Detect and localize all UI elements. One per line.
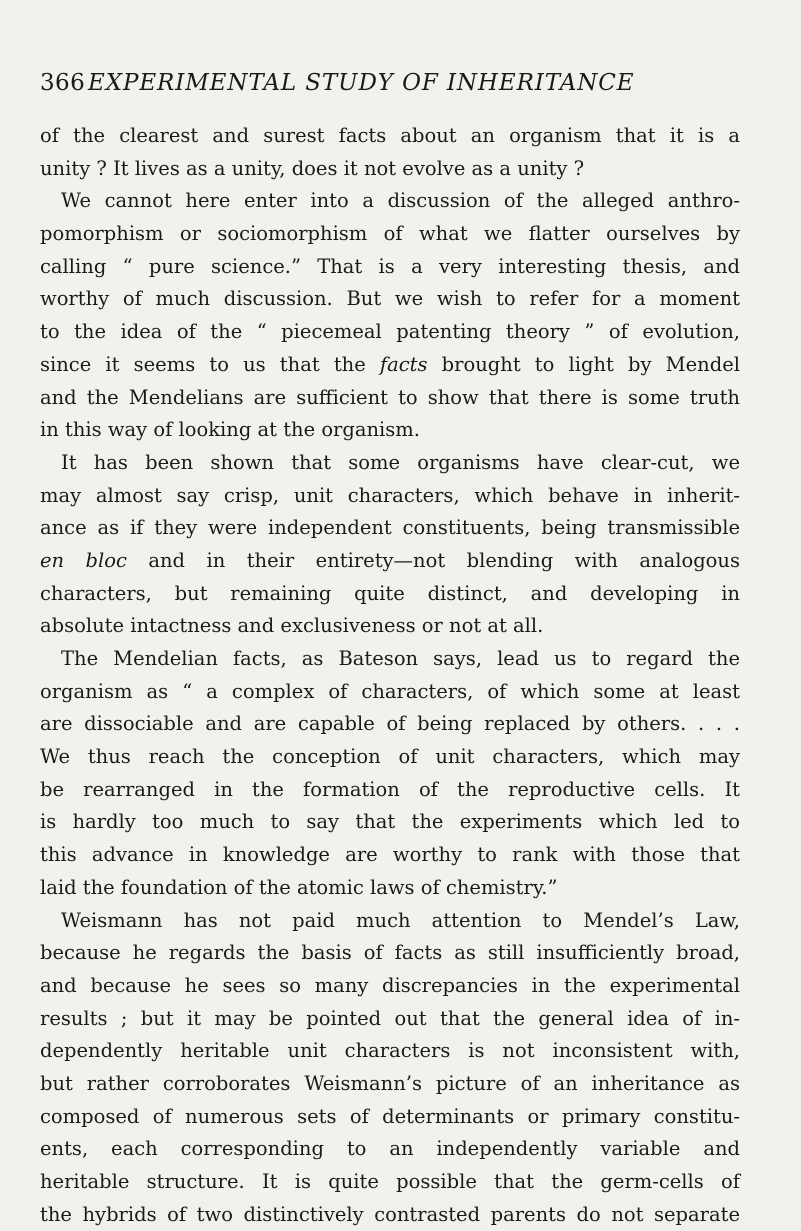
text-line: We cannot here enter into a discussion of the alleged anthro-: [61, 189, 740, 213]
text-segment: since it seems to us that the: [40, 352, 366, 376]
text-line: laid the foundation of the atomic laws of chemistry.”: [40, 875, 558, 899]
text-line: because he regards the basis of facts as still insufficiently broad,: [40, 941, 740, 965]
text-line: We thus reach the conception of unit characters, which may: [40, 745, 740, 769]
text-line: It has been shown that some organisms have clear-cut, we: [61, 450, 740, 474]
text-line: ents, each corresponding to an independently variable and: [40, 1137, 740, 1161]
text-line: calling “ pure science.” That is a very interesting thesis, and: [40, 254, 740, 278]
text-line: dependently heritable unit characters is not inconsistent with,: [40, 1039, 740, 1063]
text-line: worthy of much discussion. But we wish to refer for a moment: [40, 287, 740, 311]
page-header: [40, 70, 740, 104]
text-line: results ; but it may be pointed out that the general idea of in-: [40, 1006, 740, 1030]
page-number: 366: [40, 70, 86, 96]
text-line: may almost say crisp, unit characters, which behave in inherit-: [40, 483, 740, 507]
text-line: to the idea of the “ piecemeal patenting theory ” of evolution,: [40, 320, 740, 344]
text-line: [40, 349, 740, 382]
italic-word: facts: [379, 352, 428, 376]
text-line: this advance in knowledge are worthy to rank with those that: [40, 843, 740, 867]
text-line: are dissociable and are capable of being replaced by others. . . .: [40, 712, 740, 736]
italic-phrase: en bloc: [40, 548, 127, 572]
text-segment: and in their entirety—not blending with analogous: [148, 548, 740, 572]
text-line: and the Mendelians are sufficient to show that there is some truth: [40, 385, 740, 409]
text-line: is hardly too much to say that the experiments which led to: [40, 810, 740, 834]
text-line: unity ? It lives as a unity, does it not evolve as a unity ?: [40, 156, 585, 180]
text-line: of the clearest and surest facts about an organism that it is a: [40, 124, 740, 147]
running-title: EXPERIMENTAL STUDY OF INHERITANCE: [88, 70, 635, 96]
text-line: be rearranged in the formation of the reproductive cells. It: [40, 777, 740, 801]
text-line: composed of numerous sets of determinants or primary constitu-: [40, 1104, 740, 1128]
text-line: pomorphism or sociomorphism of what we flatter ourselves by: [40, 222, 740, 246]
text-line: ance as if they were independent constituents, being transmissible: [40, 516, 740, 540]
text-line: heritable structure. It is quite possible that the germ-cells of: [40, 1170, 740, 1193]
text-line: in this way of looking at the organism.: [40, 418, 420, 442]
text-segment: brought to light by Mendel: [441, 352, 740, 376]
text-line: The Mendelian facts, as Bateson says, lead us to regard the: [61, 647, 740, 670]
body-text: [40, 120, 740, 1231]
text-line: the hybrids of two distinctively contrasted parents do not separate: [40, 1202, 740, 1226]
text-line: absolute intactness and exclusiveness or not at all.: [40, 614, 544, 638]
text-line: characters, but remaining quite distinct, and developing in: [40, 581, 740, 605]
text-line: organism as “ a complex of characters, of which some at least: [40, 679, 740, 703]
text-line: and because he sees so many discrepancies in the experimental: [40, 973, 740, 997]
text-line: Weismann has not paid much attention to Mendel’s Law,: [61, 908, 740, 932]
text-line: but rather corroborates Weismann’s picture of an inheritance as: [40, 1071, 740, 1095]
text-line: [40, 545, 740, 578]
